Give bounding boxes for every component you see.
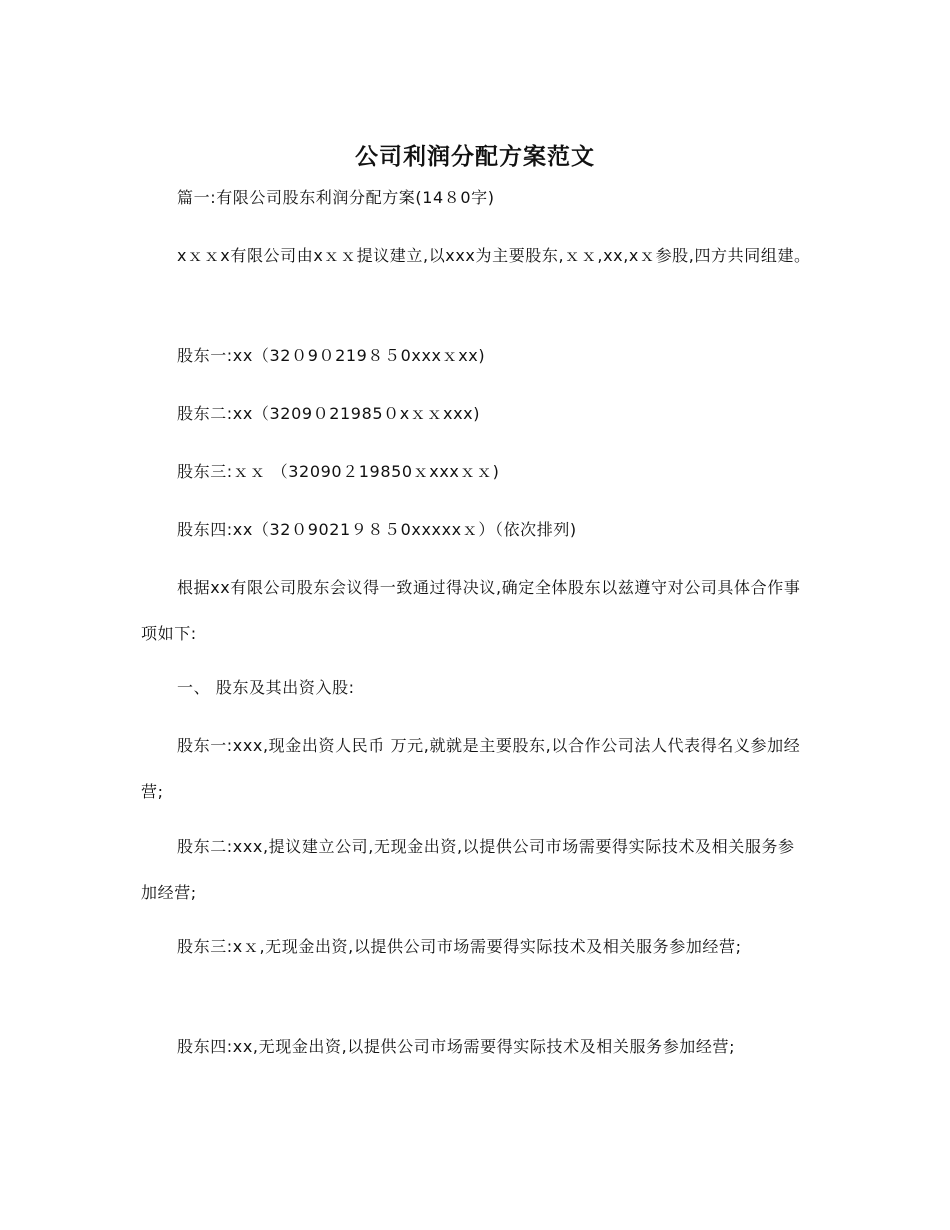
section-heading-capital: 一、 股东及其出资入股: <box>177 678 355 697</box>
paragraph-company-founding: xｘｘx有限公司由xｘｘ提议建立,以xxx为主要股东,ｘｘ,xx,xｘ参股,四方共同组建。 <box>177 246 811 265</box>
paragraph-shareholder-1-capital: 股东一:xxx,现金出资人民币 万元,就就是主要股东,以合作公司法人代表得名义参加经营; <box>141 736 801 801</box>
paragraph-shareholder-4-capital: 股东四:xx,无现金出资,以提供公司市场需要得实际技术及相关服务参加经营; <box>177 1037 736 1056</box>
document-title: 公司利润分配方案范文 <box>355 143 595 170</box>
paragraph-shareholder-3-id: 股东三:ｘｘ （32090２19850ｘxxxｘｘ) <box>177 462 500 481</box>
paragraph-shareholder-3-capital: 股东三:xｘ,无现金出资,以提供公司市场需要得实际技术及相关服务参加经营; <box>177 937 742 956</box>
paragraph-shareholder-2-capital: 股东二:xxx,提议建立公司,无现金出资,以提供公司市场需要得实际技术及相关服务参加经营; <box>141 837 795 902</box>
paragraph-shareholder-4-id: 股东四:xx（32０9021９８５0xxxxxｘ）（依次排列) <box>177 520 577 539</box>
paragraph-shareholder-2-id: 股东二:xx（3209０21985０xｘｘxxx) <box>177 404 481 423</box>
paragraph-resolution: 根据xx有限公司股东会议得一致通过得决议,确定全体股东以兹遵守对公司具体合作事项如下: <box>141 578 801 643</box>
paragraph-shareholder-1-id: 股东一:xx（32０9０219８５0xxxｘxx) <box>177 346 486 365</box>
paragraph-intro-heading: 篇一:有限公司股东利润分配方案(14８0字) <box>177 188 495 207</box>
